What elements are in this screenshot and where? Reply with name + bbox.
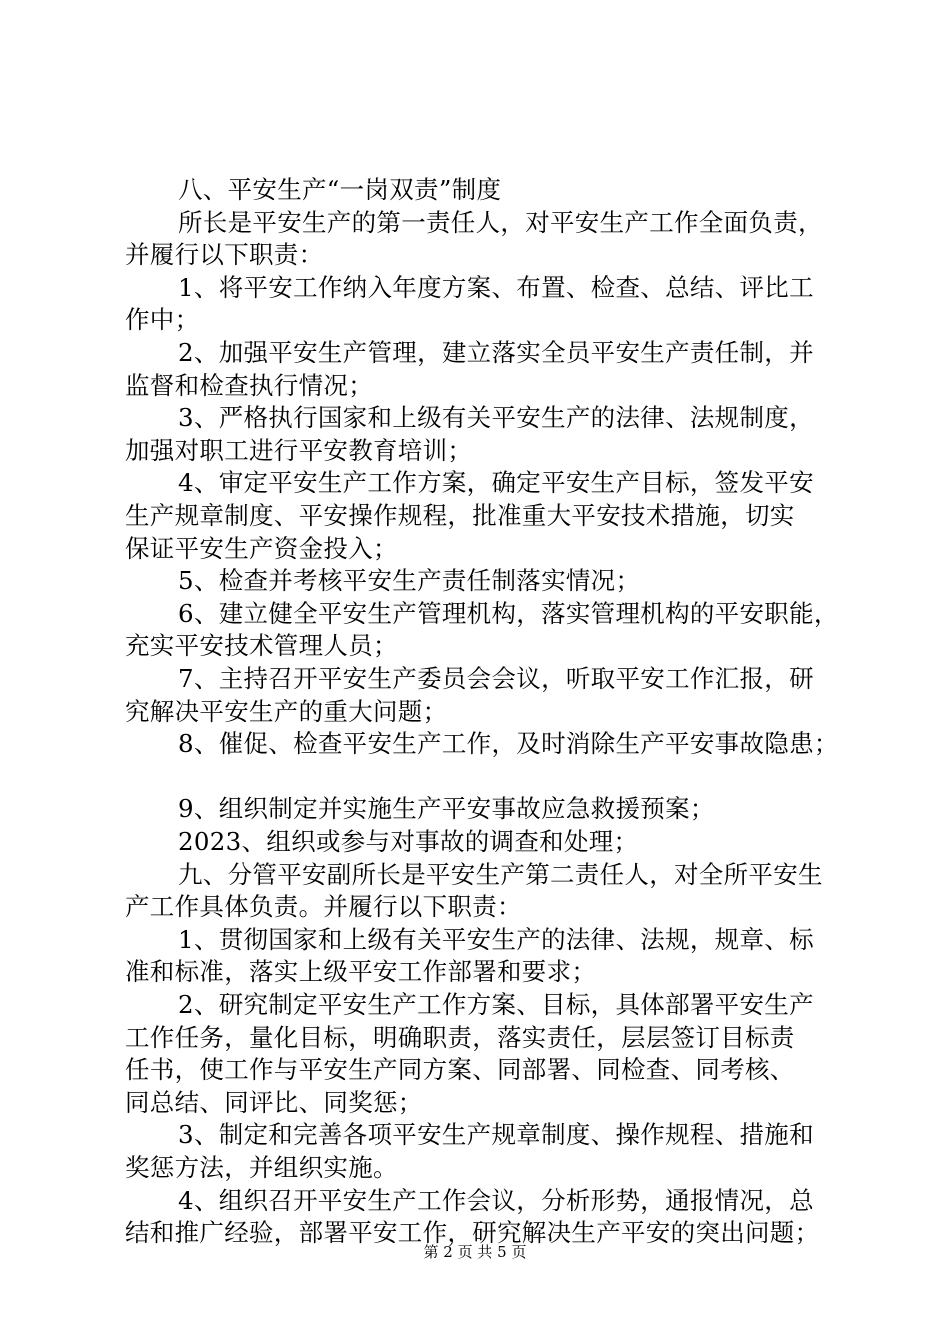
list-item-line: 同总结、同评比、同奖惩； (125, 1087, 423, 1117)
page-number-label: 第 2 页 共 5 页 (423, 1243, 527, 1261)
list-item-line: 究解决平安生产的重大问题； (125, 696, 448, 726)
list-item-line: 奖惩方法，并组织实施。 (125, 1153, 398, 1182)
list-item-line: 2023、组织或参与对事故的调查和处理； (178, 827, 639, 856)
list-item-line: 监督和检查执行情况； (125, 370, 373, 400)
section-heading-8: 八、平安生产“一岗双责”制度 (178, 175, 502, 204)
list-item-line: 工作任务，量化目标，明确职责，落实责任，层层签订目标责 (125, 1022, 795, 1052)
list-item-line: 保证平安生产资金投入； (125, 533, 398, 563)
list-item-line: 准和标准，落实上级平安工作部署和要求； (125, 957, 597, 987)
list-item-line: 加强对职工进行平安教育培训； (125, 435, 473, 465)
list-item-line: 3、严格执行国家和上级有关平安生产的法律、法规制度， (178, 403, 814, 433)
list-item-line: 7、主持召开平安生产委员会会议，听取平安工作汇报，研 (178, 664, 814, 693)
list-item-line: 1、将平安工作纳入年度方案、布置、检查、总结、评比工 (178, 272, 814, 302)
paragraph-line: 并履行以下职责： (125, 240, 324, 270)
list-item-line: 2、加强平安生产管理，建立落实全员平安生产责任制，并 (178, 338, 814, 367)
section-heading-9: 九、分管平安副所长是平安生产第二责任人，对全所平安生 (178, 859, 823, 889)
list-item-line: 4、审定平安生产工作方案，确定平安生产目标，签发平安 (178, 468, 814, 498)
paragraph-line: 产工作具体负责。并履行以下职责： (125, 892, 522, 922)
list-item-line: 6、建立健全平安生产管理机构，落实管理机构的平安职能， (178, 598, 839, 628)
list-item-line: 结和推广经验，部署平安工作，研究解决生产平安的突出问题； (125, 1218, 820, 1248)
list-item-line: 任书，使工作与平安生产同方案、同部署、同检查、同考核、 (125, 1055, 795, 1085)
list-item-line: 8、催促、检查平安生产工作，及时消除生产平安事故隐患； (178, 729, 839, 759)
list-item-line: 4、组织召开平安生产工作会议，分析形势，通报情况，总 (178, 1185, 814, 1215)
list-item-line: 生产规章制度、平安操作规程，批准重大平安技术措施，切实 (125, 501, 795, 530)
paragraph-line: 所长是平安生产的第一责任人，对平安生产工作全面负责， (178, 207, 823, 237)
list-item-line: 5、检查并考核平安生产责任制落实情况； (178, 566, 641, 596)
list-item-line: 作中； (125, 305, 200, 335)
list-item-line: 充实平安技术管理人员； (125, 631, 398, 661)
list-item-line: 1、贯彻国家和上级有关平安生产的法律、法规，规章、标 (178, 924, 814, 954)
list-item-line: 3、制定和完善各项平安生产规章制度、操作规程、措施和 (178, 1120, 814, 1150)
list-item-line: 9、组织制定并实施生产平安事故应急救援预案； (178, 794, 715, 824)
list-item-line: 2、研究制定平安生产工作方案、目标，具体部署平安生产 (178, 990, 814, 1019)
page-footer (0, 1242, 950, 1262)
